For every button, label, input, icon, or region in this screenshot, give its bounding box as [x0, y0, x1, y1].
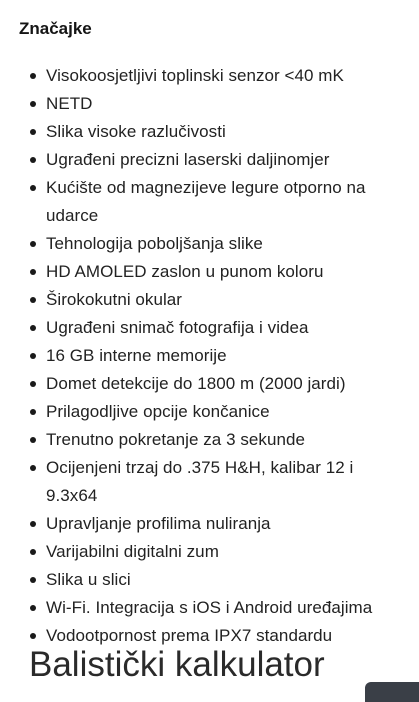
bullet-icon [30, 73, 36, 79]
bullet-icon [30, 521, 36, 527]
bullet-icon [30, 101, 36, 107]
bullet-icon [30, 241, 36, 247]
bullet-icon [30, 409, 36, 415]
list-item-text: Kućište od magnezijeve legure otporno na udarce [46, 178, 366, 225]
bullet-icon [30, 185, 36, 191]
bullet-icon [30, 325, 36, 331]
list-item-text: Varijabilni digitalni zum [46, 542, 219, 561]
list-item [0, 174, 419, 230]
list-item-text: Tehnologija poboljšanja slike [46, 234, 263, 253]
bullet-icon [30, 549, 36, 555]
bullet-icon [30, 577, 36, 583]
list-item [0, 426, 419, 454]
list-item [0, 370, 419, 398]
list-item-text: Trenutno pokretanje za 3 sekunde [46, 430, 305, 449]
bullet-icon [30, 157, 36, 163]
list-item [0, 510, 419, 538]
list-item-text: Upravljanje profilima nuliranja [46, 514, 271, 533]
list-item [0, 398, 419, 426]
list-item-text: Ugrađeni precizni laserski daljinomjer [46, 150, 330, 169]
list-item [0, 342, 419, 370]
list-item-text: Wi-Fi. Integracija s iOS i Android uređajima [46, 598, 373, 617]
bullet-icon [30, 353, 36, 359]
floating-action-button[interactable] [365, 682, 419, 702]
list-item [0, 258, 419, 286]
list-item [0, 538, 419, 566]
list-item-text: 16 GB interne memorije [46, 346, 227, 365]
list-item-text: Domet detekcije do 1800 m (2000 jardi) [46, 374, 346, 393]
bullet-icon [30, 129, 36, 135]
bullet-icon [30, 381, 36, 387]
bullet-icon [30, 605, 36, 611]
list-item-text: Širokokutni okular [46, 290, 183, 309]
list-item-text: Slika visoke razlučivosti [46, 122, 226, 141]
bullet-icon [30, 437, 36, 443]
list-item-text: Prilagodljive opcije končanice [46, 402, 270, 421]
list-item [0, 62, 419, 90]
bullet-icon [30, 633, 36, 639]
feature-list [0, 62, 419, 650]
list-item-text: Vodootpornost prema IPX7 standardu [46, 626, 333, 645]
list-item [0, 230, 419, 258]
list-item-text: Slika u slici [46, 570, 131, 589]
bullet-icon [30, 465, 36, 471]
section-title: Značajke [19, 19, 92, 38]
list-item [0, 566, 419, 594]
list-item [0, 594, 419, 622]
list-item [0, 454, 419, 510]
list-item [0, 90, 419, 118]
list-item-text: Ocijenjeni trzaj do .375 H&H, kalibar 12 i 9.3x64 [46, 458, 354, 505]
section-heading: Balistički kalkulator [29, 645, 325, 684]
bullet-icon [30, 269, 36, 275]
list-item [0, 118, 419, 146]
bullet-icon [30, 297, 36, 303]
list-item-text: Visokoosjetljivi toplinski senzor <40 mK [46, 66, 344, 85]
list-item [0, 146, 419, 174]
list-item [0, 314, 419, 342]
list-item-text: HD AMOLED zaslon u punom koloru [46, 262, 324, 281]
list-item-text: NETD [46, 94, 93, 113]
list-item-text: Ugrađeni snimač fotografija i videa [46, 318, 309, 337]
list-item [0, 286, 419, 314]
